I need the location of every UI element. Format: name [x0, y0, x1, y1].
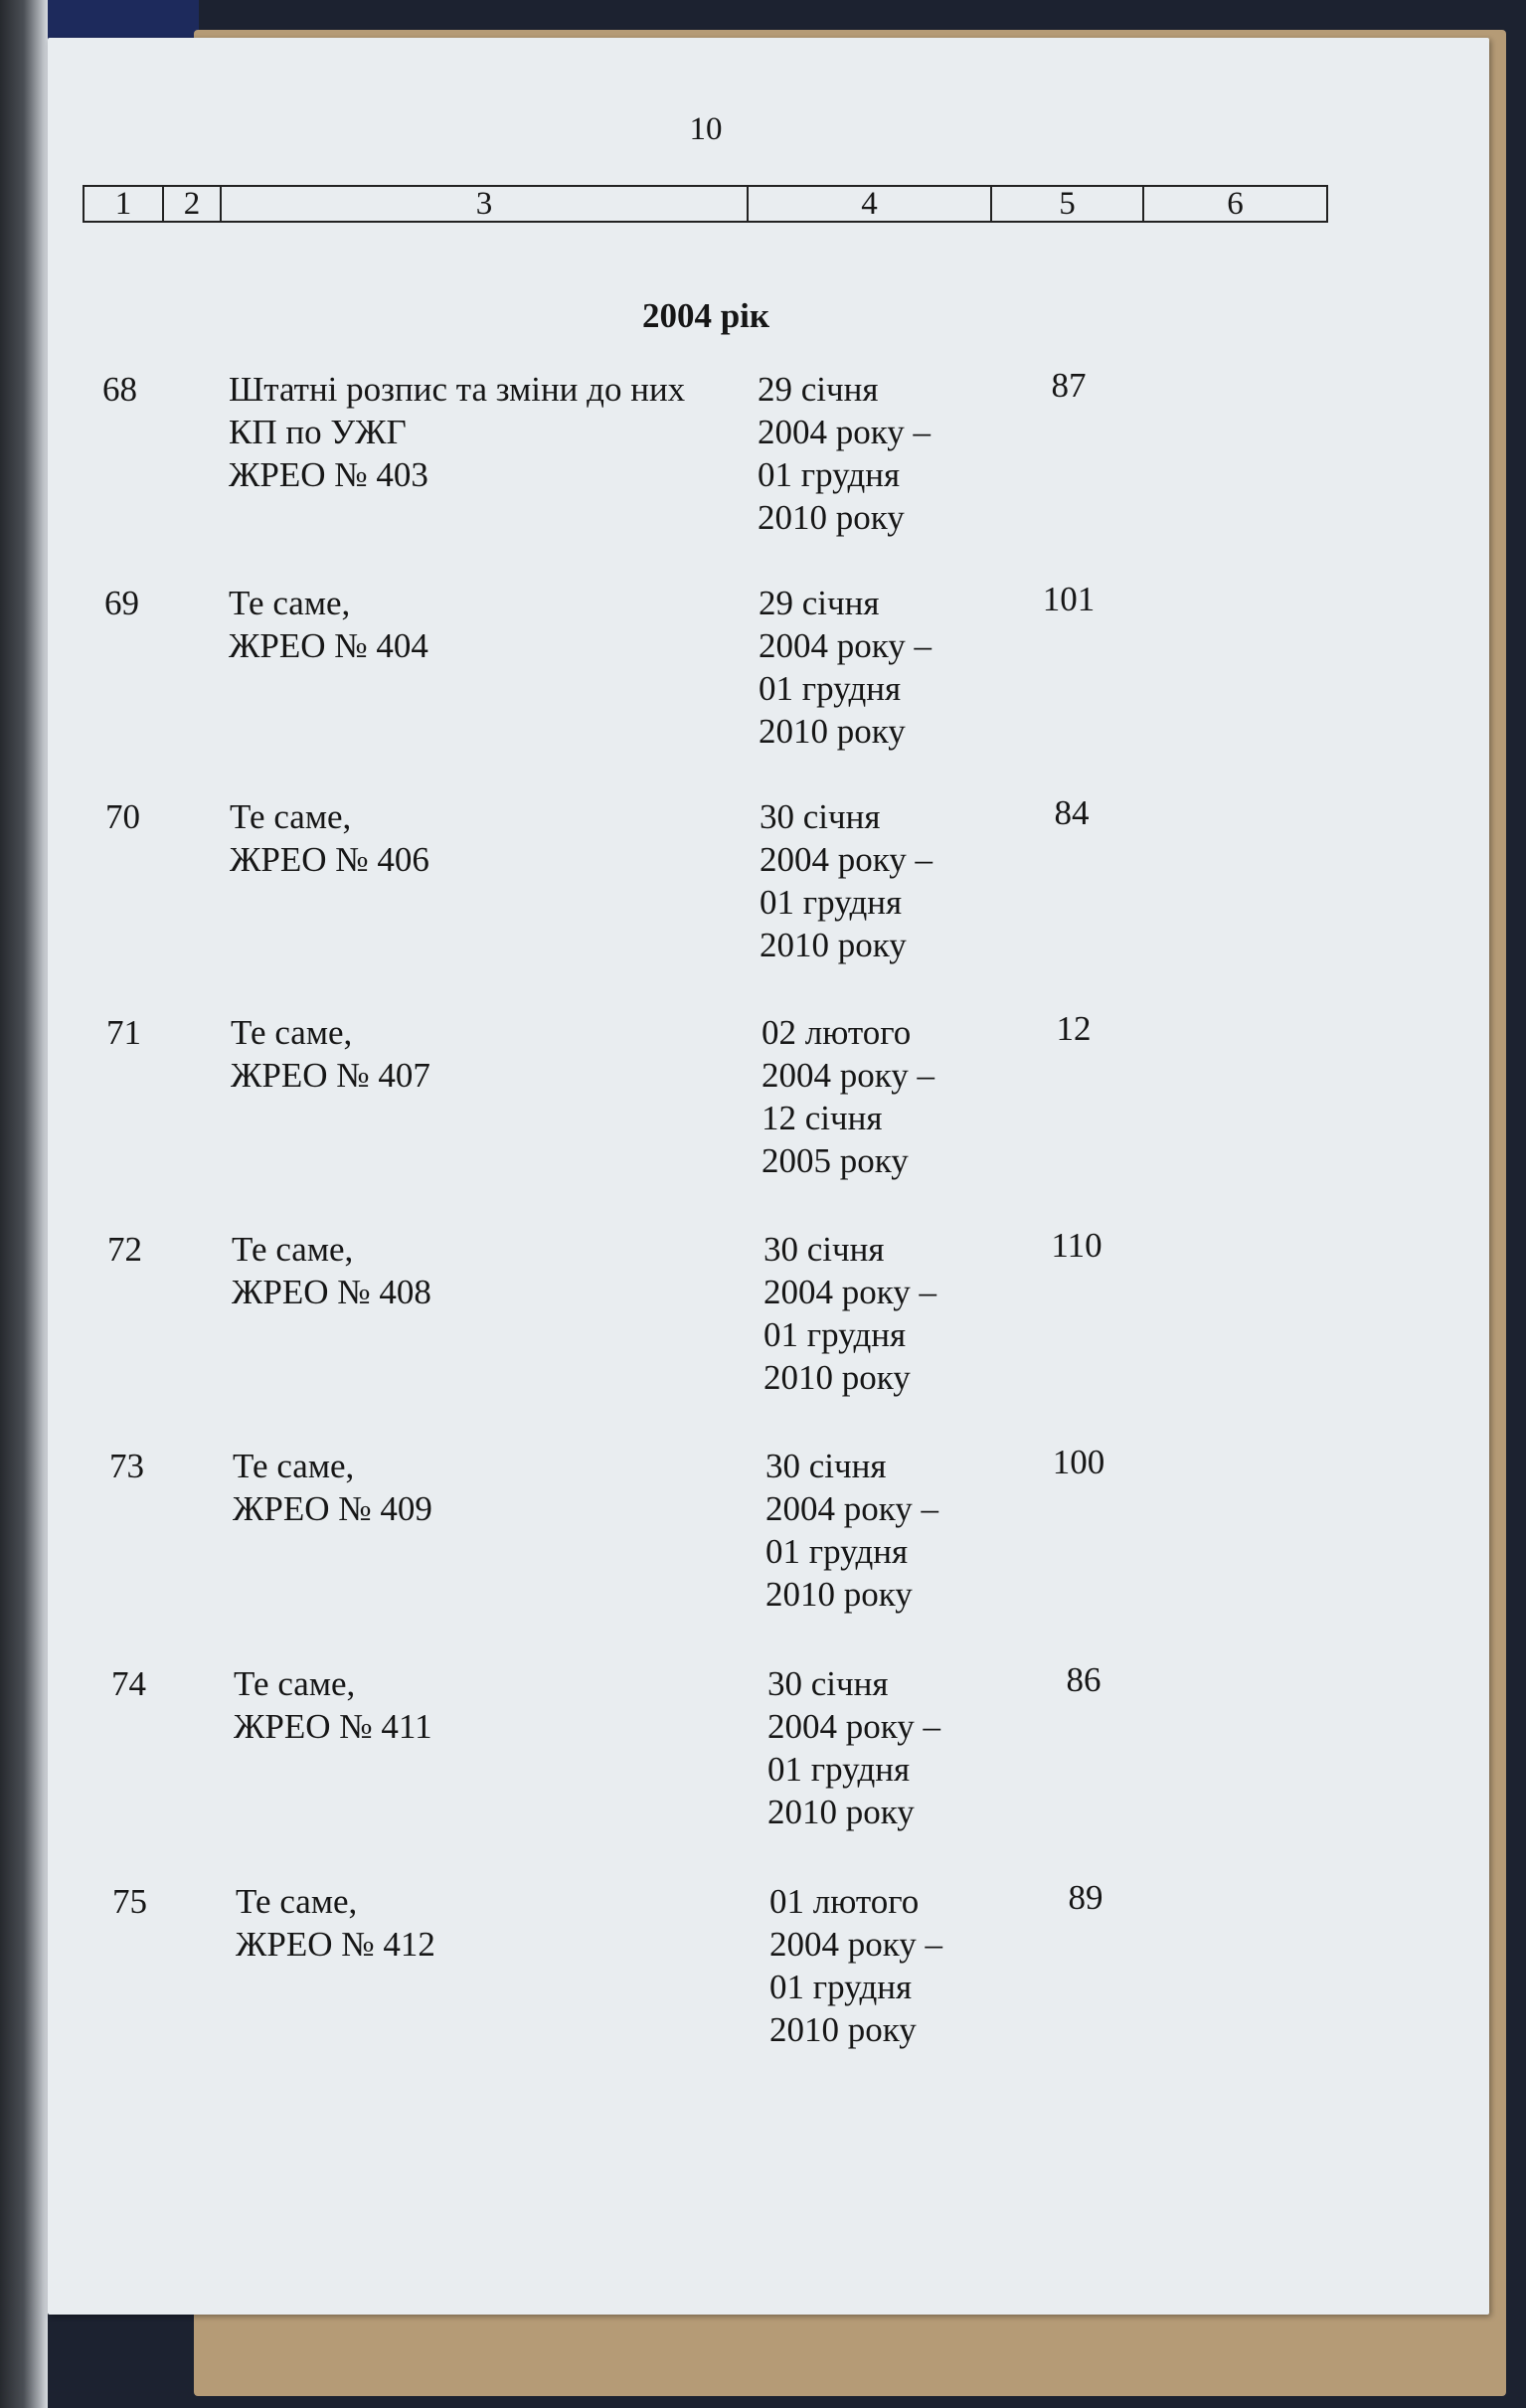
row-dates: 29 січня 2004 року – 01 грудня 2010 року: [758, 370, 932, 537]
header-cell-5: 5: [992, 187, 1144, 221]
header-cell-4: 4: [749, 187, 992, 221]
row-sheet-count: 86: [1066, 1660, 1102, 1699]
row-number: 69: [104, 584, 139, 622]
row-title: Те саме, ЖРЕО № 408: [232, 1230, 431, 1311]
row-number: 70: [105, 797, 140, 836]
header-cell-1: 1: [85, 187, 164, 221]
row-dates: 30 січня 2004 року – 01 грудня 2010 року: [760, 797, 933, 964]
book-spine-edge: [0, 0, 48, 2408]
page-number: 10: [689, 111, 723, 147]
row-number: 75: [112, 1882, 147, 1921]
row-sheet-count: 89: [1068, 1878, 1103, 1917]
row-title: Те саме, ЖРЕО № 412: [236, 1882, 435, 1964]
row-title: Штатні розпис та зміни до них КП по УЖГ ЖРЕО № 403: [229, 370, 686, 494]
row-dates: 30 січня 2004 року – 01 грудня 2010 року: [763, 1230, 937, 1397]
row-title: Те саме, ЖРЕО № 404: [229, 584, 428, 665]
row-number: 72: [107, 1230, 142, 1269]
row-sheet-count: 100: [1052, 1443, 1105, 1481]
row-number: 74: [111, 1664, 146, 1703]
row-dates: 29 січня 2004 року – 01 грудня 2010 року: [759, 584, 933, 751]
year-heading: 2004 рік: [641, 296, 770, 335]
header-cell-6: 6: [1227, 186, 1244, 222]
row-sheet-count: 87: [1051, 366, 1087, 405]
header-cell-2: 2: [164, 187, 222, 221]
row-title: Те саме, ЖРЕО № 409: [233, 1447, 432, 1528]
row-number: 71: [106, 1013, 141, 1052]
row-title: Те саме, ЖРЕО № 407: [231, 1013, 430, 1095]
row-dates: 30 січня 2004 року – 01 грудня 2010 року: [767, 1664, 941, 1831]
row-title: Те саме, ЖРЕО № 411: [234, 1664, 432, 1746]
row-number: 68: [102, 370, 137, 409]
row-dates: 01 лютого 2004 року – 01 грудня 2010 року: [769, 1882, 943, 2049]
row-title: Те саме, ЖРЕО № 406: [230, 797, 429, 879]
column-header-table: [83, 185, 1328, 223]
row-sheet-count: 110: [1051, 1226, 1102, 1265]
row-dates: 30 січня 2004 року – 01 грудня 2010 року: [765, 1447, 939, 1614]
row-sheet-count: 12: [1056, 1009, 1092, 1048]
row-dates: 02 лютого 2004 року – 12 січня 2005 року: [762, 1013, 935, 1180]
row-number: 73: [109, 1447, 144, 1485]
row-sheet-count: 84: [1054, 793, 1090, 832]
row-sheet-count: 101: [1042, 580, 1096, 618]
header-cell-3: 3: [222, 187, 749, 221]
